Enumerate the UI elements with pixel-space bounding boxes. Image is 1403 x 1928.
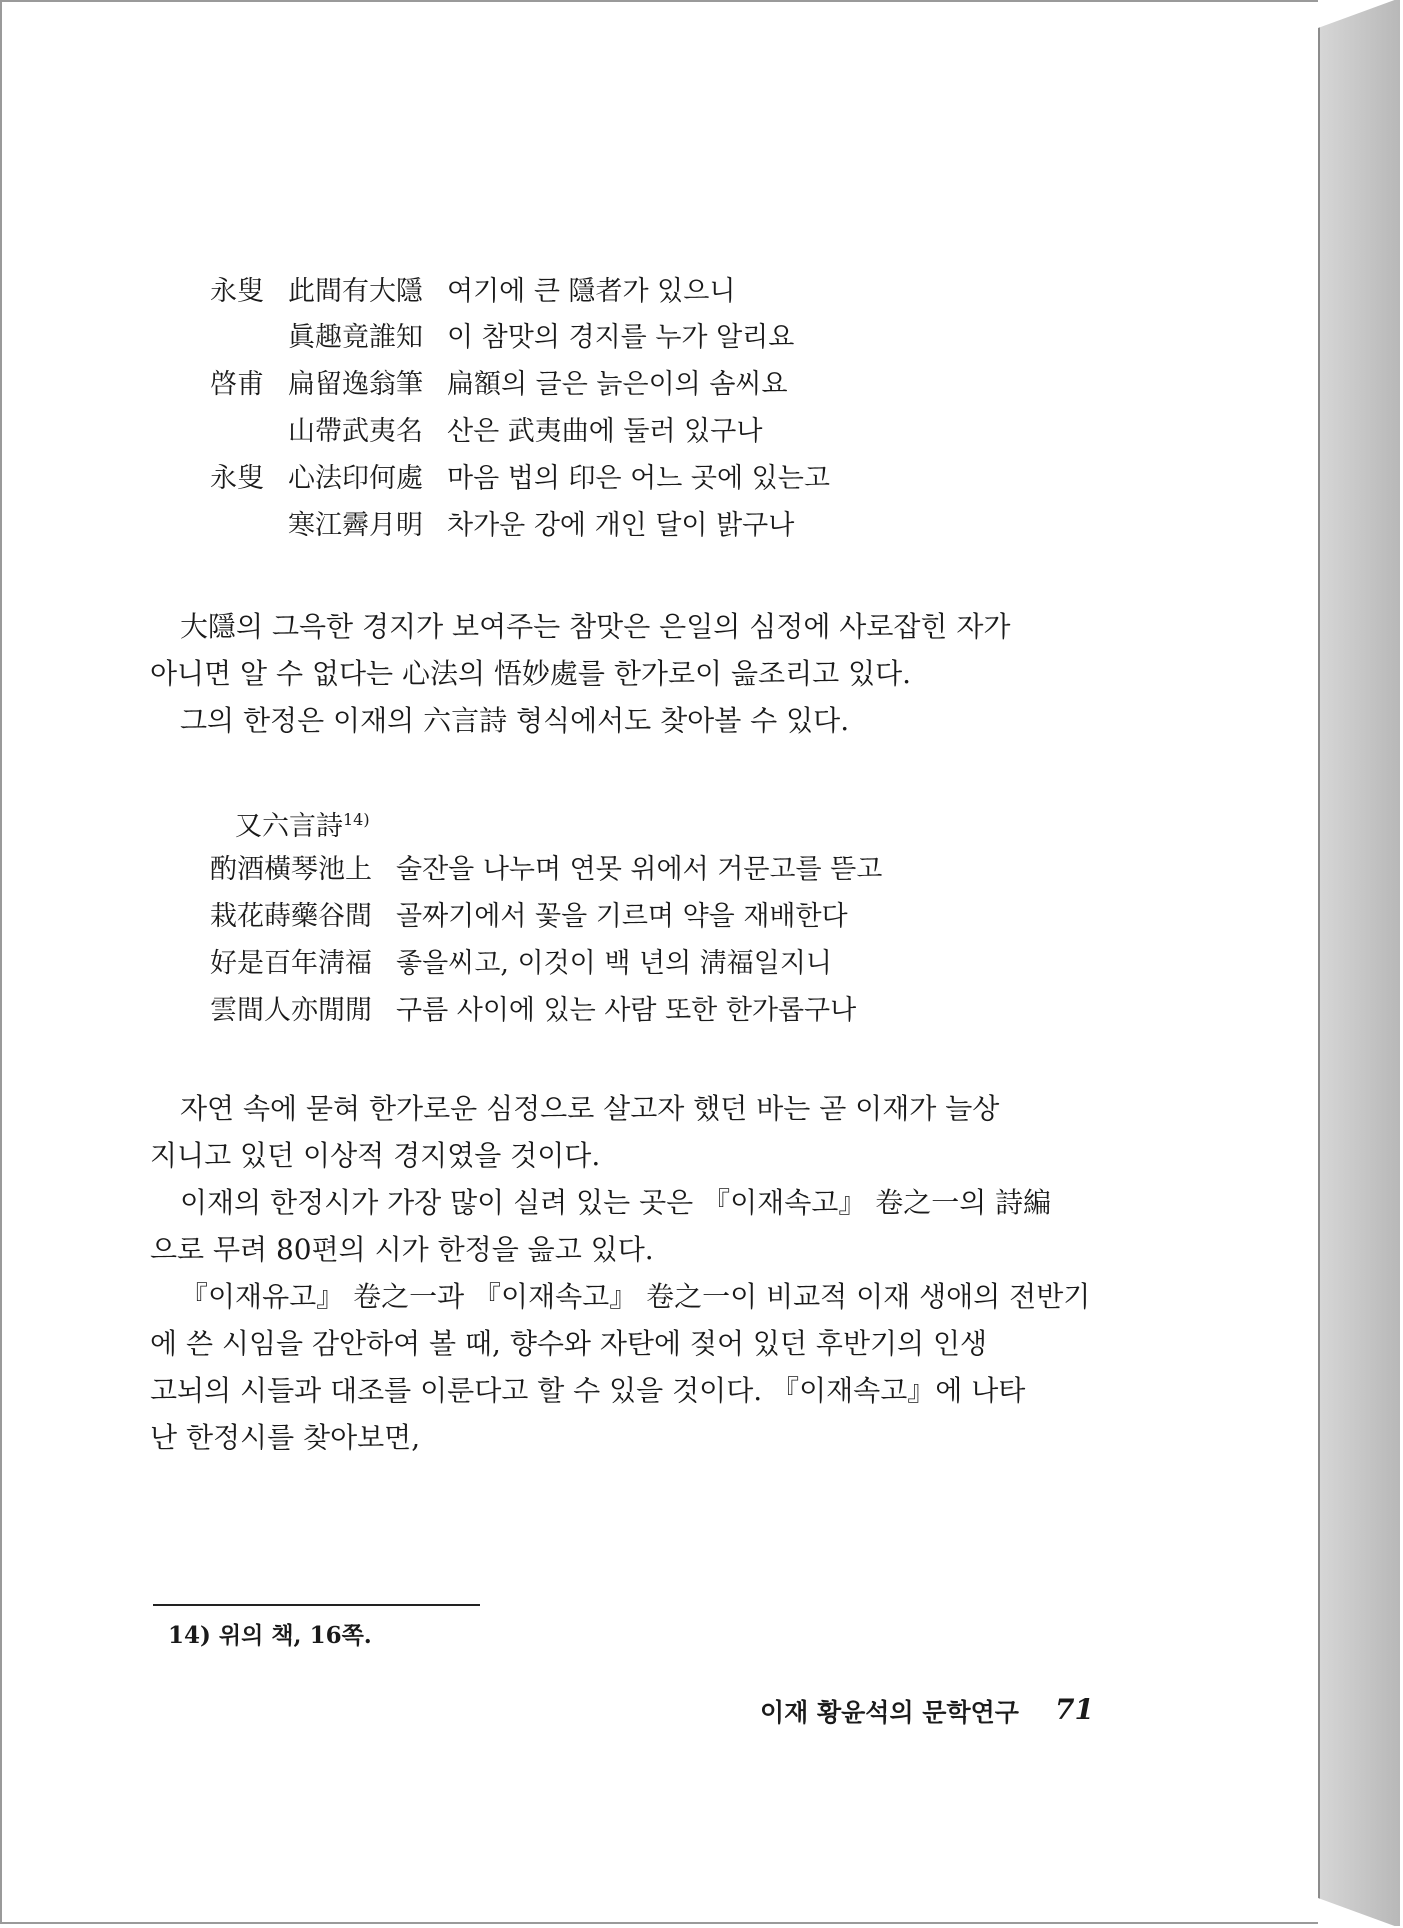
poem-speaker: 永叟 [210,463,264,494]
poem-chinese: 寒江霽月明 [288,510,423,541]
text-line: 그의 한정은 이재의 六言詩 형식에서도 찾아볼 수 있다. [180,704,850,737]
text-line: 『이재유고』 卷之一과 『이재속고』 卷之一이 비교적 이재 생애의 전반기 [180,1280,1091,1313]
footnote-rule [153,1604,480,1606]
poem-korean: 골짜기에서 꽃을 기르며 약을 재배한다 [396,901,848,932]
text-line: 난 한정시를 찾아보면, [150,1421,421,1454]
poem-chinese: 栽花蒔藥谷間 [210,901,372,932]
running-head: 이재 황윤석의 문학연구 [760,1698,1019,1727]
poem-chinese: 此間有大隱 [288,276,423,307]
poem-2-title [235,800,370,847]
poem-speaker: 永叟 [210,276,264,307]
text-line: 고뇌의 시들과 대조를 이룬다고 할 수 있을 것이다. 『이재속고』에 나타 [150,1374,1026,1407]
poem-korean: 술잔을 나누며 연못 위에서 거문고를 뜯고 [396,854,883,885]
body-paragraph-1 [150,603,1125,744]
footnote-marker: 14) [343,810,370,829]
poem-korean: 구름 사이에 있는 사람 또한 한가롭구나 [396,995,857,1026]
poem-korean: 여기에 큰 隱者가 있으니 [447,276,736,307]
poem-chinese: 酌酒橫琴池上 [210,854,372,885]
poem-korean: 마음 법의 印은 어느 곳에 있는고 [447,463,830,494]
poem-chinese: 山帶武夷名 [288,416,423,447]
poem-chinese: 眞趣竟誰知 [288,322,423,353]
poem-chinese: 雲間人亦閒閒 [210,995,372,1026]
poem-chinese: 扁留逸翁筆 [288,369,423,400]
text-line: 이재의 한정시가 가장 많이 실려 있는 곳은 『이재속고』 卷之一의 詩編 [180,1186,1052,1219]
poem-chinese: 心法印何處 [288,463,423,494]
poem-korean: 이 참맛의 경지를 누가 알리요 [447,322,795,353]
poem-title-text: 又六言詩 [235,811,343,842]
text-line: 지니고 있던 이상적 경지였을 것이다. [150,1139,601,1172]
poem-korean: 산은 武夷曲에 둘러 있구나 [447,416,763,447]
poem-korean: 扁額의 글은 늙은이의 솜씨요 [447,369,788,400]
text-line: 아니면 알 수 없다는 心法의 悟妙處를 한가로이 읊조리고 있다. [150,657,912,690]
poem-korean: 차가운 강에 개인 달이 밝구나 [447,510,795,541]
text-line: 으로 무려 80편의 시가 한정을 읊고 있다. [150,1233,654,1266]
poem-korean: 좋을씨고, 이것이 백 년의 淸福일지니 [396,948,832,979]
poem-chinese: 好是百年淸福 [210,948,372,979]
text-line: 자연 속에 묻혀 한가로운 심정으로 살고자 했던 바는 곧 이재가 늘상 [180,1092,1000,1125]
body-paragraph-2 [150,1085,1125,1461]
page-number: 71 [1055,1693,1094,1726]
page-stack-edge [1318,0,1400,1926]
text-line: 大隱의 그윽한 경지가 보여주는 참맛은 은일의 심정에 사로잡힌 자가 [180,610,1011,643]
footnote: 14) 위의 책, 16쪽. [168,1622,372,1649]
text-line: 에 쓴 시임을 감안하여 볼 때, 향수와 자탄에 젖어 있던 후반기의 인생 [150,1327,988,1360]
poem-speaker: 啓甫 [210,369,264,400]
